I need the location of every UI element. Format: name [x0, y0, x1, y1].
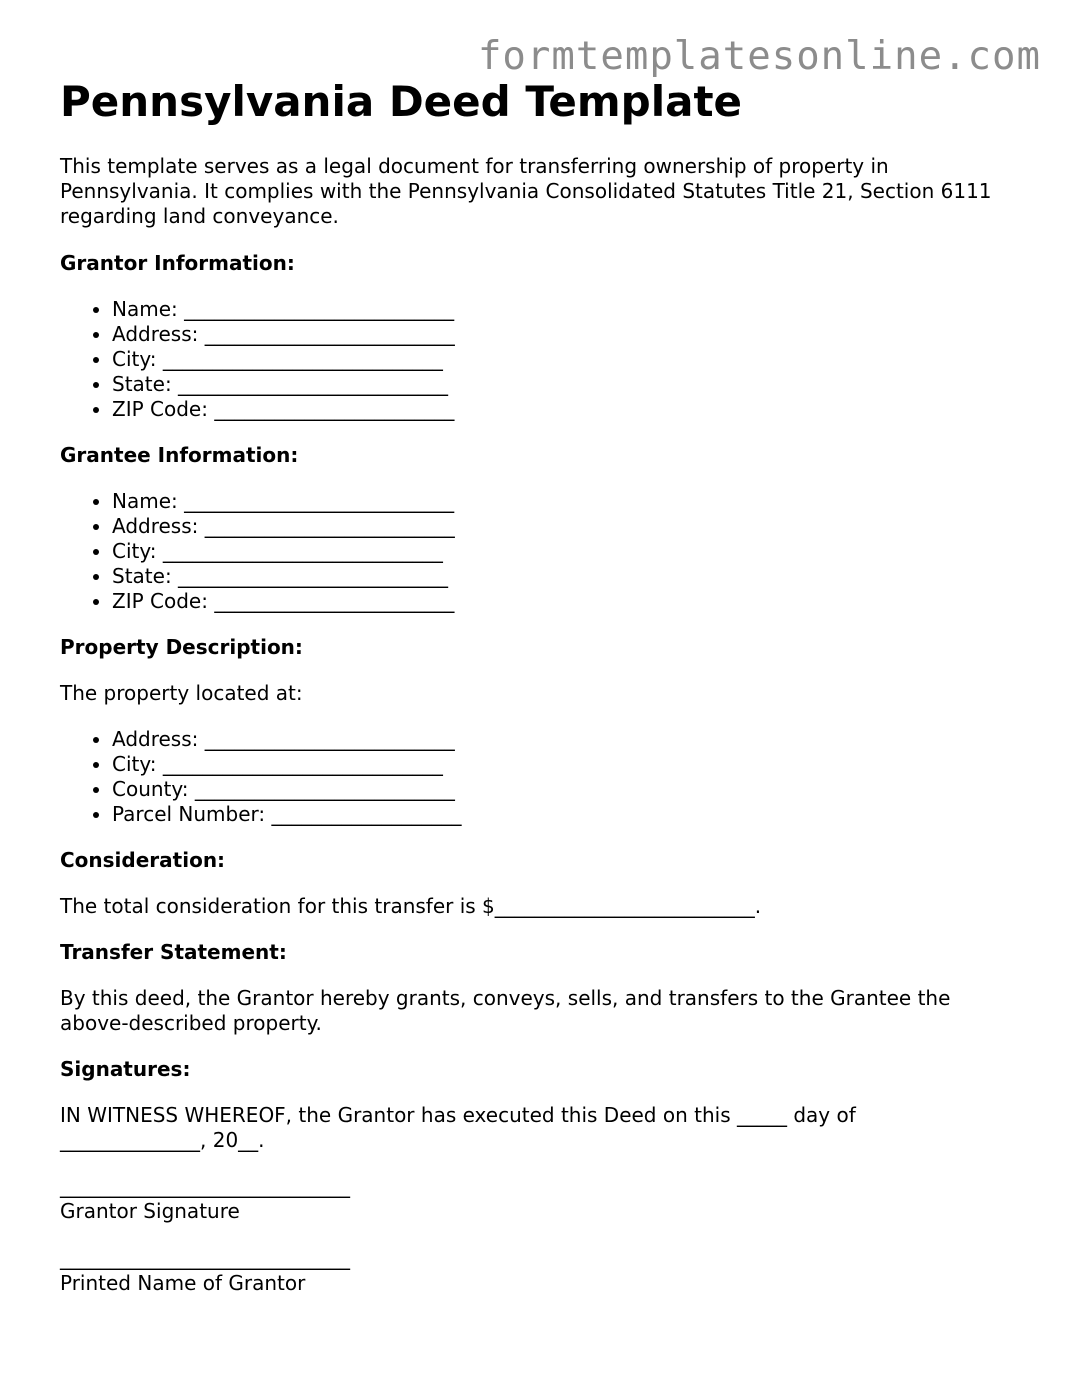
grantor-address-field[interactable]: • Address: _________________________ [112, 322, 455, 347]
grantor-zip-field[interactable]: • ZIP Code: ________________________ [112, 397, 455, 422]
property-heading: Property Description: [60, 635, 303, 659]
grantee-zip-field[interactable]: • ZIP Code: ________________________ [112, 589, 455, 614]
grantor-printed-name-label: Printed Name of Grantor [60, 1271, 306, 1295]
grantee-field-list [60, 489, 455, 614]
signatures-heading: Signatures: [60, 1057, 191, 1081]
transfer-text: By this deed, the Grantor hereby grants, conveys, sells, and transfers to the Grantee the above-described property. [60, 986, 951, 1035]
grantee-state-field[interactable]: • State: ___________________________ [112, 564, 455, 589]
property-city-field[interactable]: • City: ____________________________ [112, 752, 462, 777]
witness-line-2[interactable]: ______________, 20__. [60, 1128, 265, 1152]
transfer-heading: Transfer Statement: [60, 940, 287, 964]
grantee-heading: Grantee Information: [60, 443, 299, 467]
property-county-field[interactable]: • County: __________________________ [112, 777, 462, 802]
property-parcel-field[interactable]: • Parcel Number: ___________________ [112, 802, 462, 827]
witness-line-1[interactable]: IN WITNESS WHEREOF, the Grantor has executed this Deed on this _____ day of [60, 1103, 856, 1127]
property-field-list [60, 727, 462, 827]
grantor-signature-label: Grantor Signature [60, 1199, 240, 1223]
grantor-city-field[interactable]: • City: ____________________________ [112, 347, 455, 372]
grantee-name-field[interactable]: • Name: ___________________________ [112, 489, 455, 514]
intro-paragraph: This template serves as a legal document for transferring ownership of property in Pennsylvania. It complies with the Pennsylvania Consolidated Statutes Title 21, Section 6111 regarding land conveyance. [60, 154, 992, 228]
property-lead: The property located at: [60, 681, 303, 705]
grantor-heading: Grantor Information: [60, 251, 295, 275]
grantor-name-field[interactable]: • Name: ___________________________ [112, 297, 455, 322]
grantor-printed-name-line[interactable]: _____________________________ [60, 1246, 350, 1270]
consideration-heading: Consideration: [60, 848, 226, 872]
grantor-signature-line[interactable]: _____________________________ [60, 1174, 350, 1198]
grantee-address-field[interactable]: • Address: _________________________ [112, 514, 455, 539]
grantor-state-field[interactable]: • State: ___________________________ [112, 372, 455, 397]
consideration-text[interactable]: The total consideration for this transfer is $__________________________. [60, 894, 762, 918]
watermark: formtemplatesonline.com [477, 34, 1041, 79]
grantor-field-list [60, 297, 455, 422]
grantee-city-field[interactable]: • City: ____________________________ [112, 539, 455, 564]
property-address-field[interactable]: • Address: _________________________ [112, 727, 462, 752]
page-title: Pennsylvania Deed Template [60, 77, 743, 126]
